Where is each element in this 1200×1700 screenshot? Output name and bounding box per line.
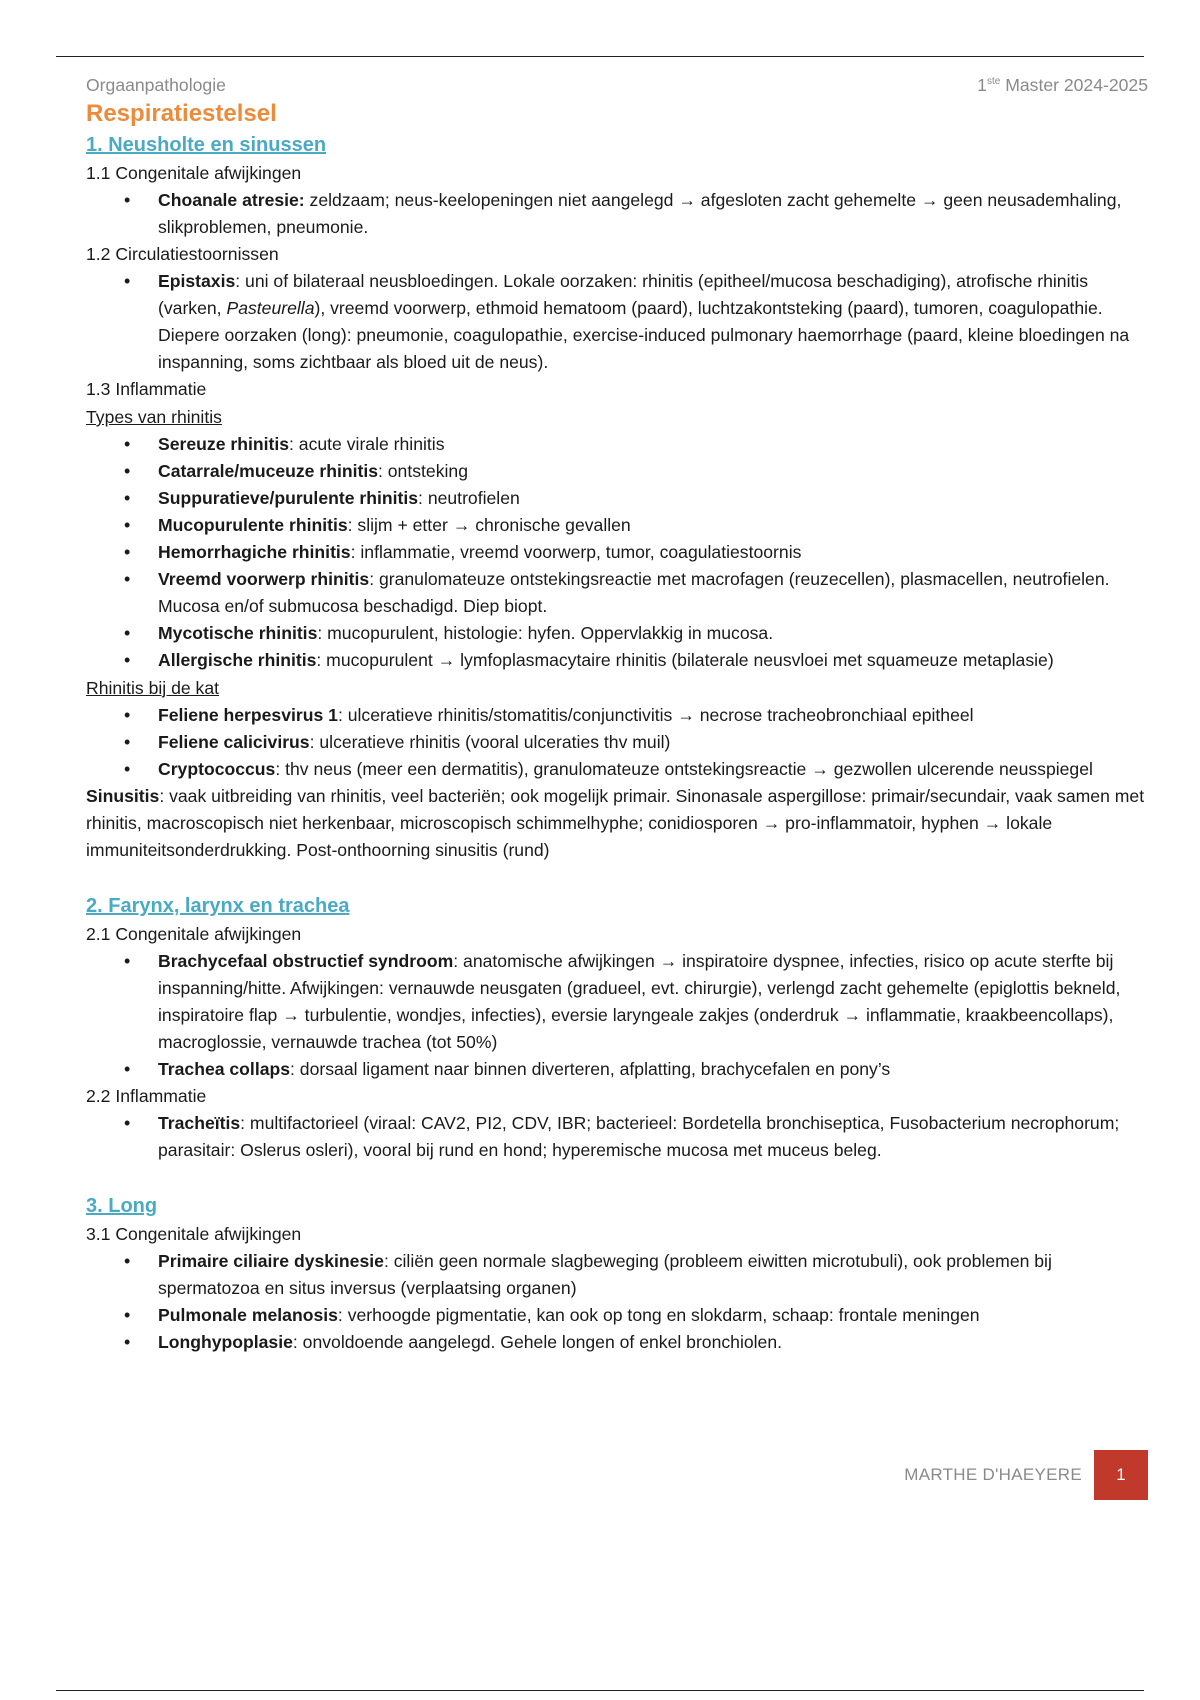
- subsection-title: 1.3 Inflammatie: [86, 379, 207, 399]
- list-rhinitis-kat: [86, 702, 1148, 783]
- document-title: Respiratiestelsel: [86, 100, 277, 127]
- page-footer: [904, 1450, 1148, 1500]
- list-item: • Feliene calicivirus: ulceratieve rhinitis (vooral ulceraties thv muil): [158, 729, 1148, 756]
- list-item: • Choanale atresie: zeldzaam; neus-keelopeningen niet aangelegd → afgesloten zacht gehemelte → geen neusademhaling, slikproblemen, pneumonie.: [158, 187, 1148, 241]
- document-page: [86, 72, 1148, 1356]
- subsection-title: 1.2 Circulatiestoornissen: [86, 244, 279, 264]
- subsection-title: 3.1 Congenitale afwijkingen: [86, 1224, 302, 1244]
- spacer: [86, 1164, 1148, 1191]
- bottom-rule: [56, 1690, 1144, 1691]
- course-name: Orgaanpathologie: [86, 75, 226, 95]
- list-inflammatie-2: [86, 1110, 1148, 1164]
- list-circulatie: [86, 268, 1148, 376]
- list-item: • Feliene herpesvirus 1: ulceratieve rhinitis/stomatitis/conjunctivitis → necrose tracheobronchiaal epitheel: [158, 702, 1148, 729]
- section-title-neusholte[interactable]: 1. Neusholte en sinussen: [86, 134, 327, 156]
- list-item: • Catarrale/muceuze rhinitis: ontsteking: [158, 458, 1148, 485]
- list-item: • Mycotische rhinitis: mucopurulent, histologie: hyfen. Oppervlakkig in mucosa.: [158, 620, 1148, 647]
- list-item: • Trachea collaps: dorsaal ligament naar binnen diverteren, afplatting, brachycefalen en pony’s: [158, 1056, 1148, 1083]
- list-congenitaal-2: [86, 948, 1148, 1083]
- page-header: [86, 72, 1148, 98]
- list-item: • Mucopurulente rhinitis: slijm + etter → chronische gevallen: [158, 512, 1148, 539]
- list-types-rhinitis: [86, 431, 1148, 674]
- academic-year: 1ste Master 2024-2025: [977, 75, 1148, 95]
- subsection-title: 2.2 Inflammatie: [86, 1086, 207, 1106]
- sinusitis-paragraph: Sinusitis: vaak uitbreiding van rhinitis, veel bacteriën; ook mogelijk primair. Sinonasale aspergillose: primair/secundair, vaak samen met rhinitis, macroscopisch niet herkenbaar, microscopisch schimmelhyphe; conidiosporen → pro-inflammatoir, hyphen → lokale immuniteitsonderdrukking. Post-onthoorning sinusitis (rund): [86, 786, 1145, 860]
- list-item: • Brachycefaal obstructief syndroom: anatomische afwijkingen → inspiratoire dyspnee, infecties, risico op acute sterfte bij inspanning/hitte. Afwijkingen: vernauwde neusgaten (gradueel, evt. chirurgie), verlengd zacht gehemelte (epiglottis bekneld, inspiratoire flap → turbulentie, wondjes, infecties), eversie laryngeale zakjes (onderdruk → inflammatie, kraakbeencollaps), macroglossie, vernauwde trachea (tot 50%): [158, 948, 1148, 1056]
- list-item: • Suppuratieve/purulente rhinitis: neutrofielen: [158, 485, 1148, 512]
- spacer: [86, 864, 1148, 891]
- subsection-title: 1.1 Congenitale afwijkingen: [86, 163, 302, 183]
- list-item: • Cryptococcus: thv neus (meer een dermatitis), granulomateuze ontstekingsreactie → gezwollen ulcerende neusspiegel: [158, 756, 1148, 783]
- section-title-farynx[interactable]: 2. Farynx, larynx en trachea: [86, 895, 350, 917]
- list-congenitaal: [86, 187, 1148, 241]
- list-item: • Pulmonale melanosis: verhoogde pigmentatie, kan ook op tong en slokdarm, schaap: frontale meningen: [158, 1302, 1148, 1329]
- list-item: • Allergische rhinitis: mucopurulent → lymfoplasmacytaire rhinitis (bilaterale neusvloei met squameuze metaplasie): [158, 647, 1148, 674]
- list-item: • Primaire ciliaire dyskinesie: ciliën geen normale slagbeweging (probleem eiwitten microtubuli), ook problemen bij spermatozoa en situs inversus (verplaatsing organen): [158, 1248, 1148, 1302]
- list-item: • Hemorrhagiche rhinitis: inflammatie, vreemd voorwerp, tumor, coagulatiestoornis: [158, 539, 1148, 566]
- list-item: • Sereuze rhinitis: acute virale rhinitis: [158, 431, 1148, 458]
- page-number-badge: 1: [1094, 1450, 1148, 1500]
- section-title-long[interactable]: 3. Long: [86, 1195, 158, 1217]
- subsection-title: 2.1 Congenitale afwijkingen: [86, 924, 302, 944]
- author-name: MARTHE D'HAEYERE: [904, 1465, 1082, 1484]
- list-congenitaal-3: [86, 1248, 1148, 1356]
- group-title-kat: Rhinitis bij de kat: [86, 678, 219, 698]
- list-item: • Epistaxis: uni of bilateraal neusbloedingen. Lokale oorzaken: rhinitis (epitheel/mucosa beschadiging), atrofische rhinitis (varken, Pasteurella), vreemd voorwerp, ethmoid hematoom (paard), luchtzakontsteking (paard), tumoren, coagulopathie. Diepere oorzaken (long): pneumonie, coagulopathie, exercise-induced pulmonary haemorrhage (paard, kleine bloedingen na inspanning, soms zichtbaar als bloed uit de neus).: [158, 268, 1148, 376]
- list-item: • Longhypoplasie: onvoldoende aangelegd. Gehele longen of enkel bronchiolen.: [158, 1329, 1148, 1356]
- group-title-types: Types van rhinitis: [86, 407, 222, 427]
- list-item: • Tracheïtis: multifactorieel (viraal: CAV2, PI2, CDV, IBR; bacterieel: Bordetella bronchiseptica, Fusobacterium necrophorum; parasitair: Oslerus osleri), vooral bij rund en hond; hyperemische mucosa met muceus beleg.: [158, 1110, 1148, 1164]
- list-item: • Vreemd voorwerp rhinitis: granulomateuze ontstekingsreactie met macrofagen (reuzecellen), plasmacellen, neutrofielen. Mucosa en/of submucosa beschadigd. Diep biopt.: [158, 566, 1148, 620]
- top-rule: [56, 56, 1144, 57]
